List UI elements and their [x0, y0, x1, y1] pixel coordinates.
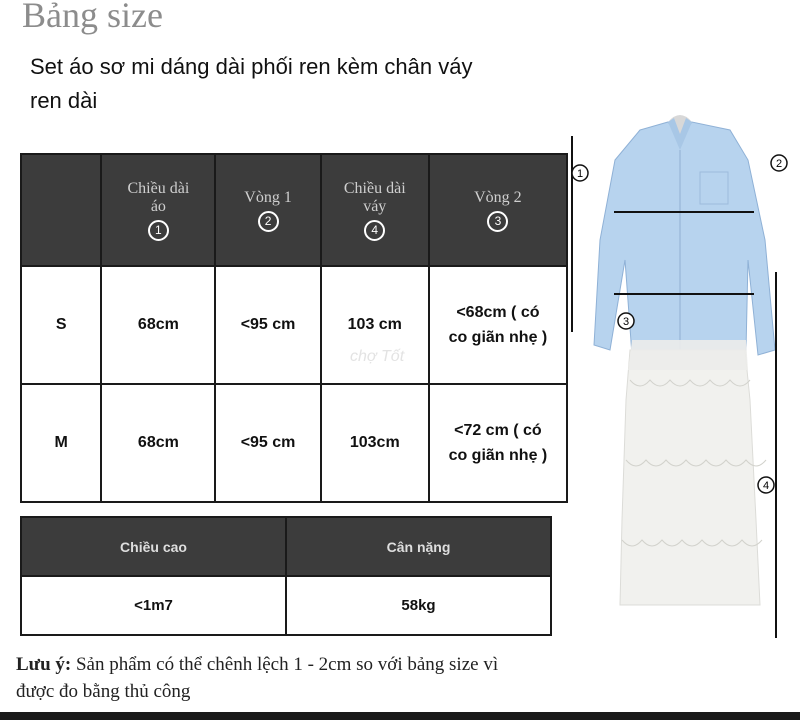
marker-2-label: 2 [775, 158, 783, 170]
size-cell: M [21, 384, 101, 502]
fit-table-header [21, 517, 551, 576]
page-heading: Bảng size [22, 0, 163, 35]
marker-3-label: 3 [622, 316, 630, 328]
marker-3-icon: 3 [487, 211, 508, 232]
product-title: Set áo sơ mi dáng dài phối ren kèm chân váy ren dài [30, 54, 473, 113]
height-header: Chiều cao [21, 517, 286, 576]
marker-1-label: 1 [576, 168, 584, 180]
marker-2-icon: 2 [258, 211, 279, 232]
watermark: chợ Tốt [350, 348, 405, 365]
fit-table [20, 516, 552, 636]
bottom-bar [0, 712, 800, 720]
note-label: Lưu ý: [16, 654, 72, 675]
bust-cell: <95 cm [215, 384, 320, 502]
marker-1-icon: 1 [148, 220, 169, 241]
table-row [21, 384, 567, 502]
top-length-cell: 68cm [101, 266, 215, 384]
header-label: Vòng 1 [244, 188, 292, 206]
header-cell-waist [429, 154, 567, 266]
skirt-length-cell: 103cm [321, 384, 429, 502]
marker-4-label: 4 [762, 480, 770, 492]
size-cell: S [21, 266, 101, 384]
size-table [20, 153, 568, 503]
note [16, 651, 536, 705]
product-photo [570, 100, 800, 640]
table-row [21, 576, 551, 635]
waist-cell [429, 266, 567, 384]
marker-2-icon [771, 155, 787, 171]
marker-4-icon [758, 477, 774, 493]
lace-skirt-shape [620, 350, 760, 605]
height-value: <1m7 [21, 576, 286, 635]
size-table-header [21, 154, 567, 266]
table-row [21, 266, 567, 384]
header-label: Chiều dài áo [127, 179, 190, 215]
waist-value: <68cm ( có co giãn nhẹ ) [448, 304, 548, 346]
header-cell-skirt-length [321, 154, 429, 266]
weight-value: 58kg [286, 576, 551, 635]
header-label: Chiều dài váy [343, 179, 406, 215]
header-cell-empty [21, 154, 101, 266]
header-cell-bust [215, 154, 320, 266]
marker-4-icon: 4 [364, 220, 385, 241]
skirt-length-cell: 103 cm [321, 266, 429, 384]
top-length-cell: 68cm [101, 384, 215, 502]
header-label: Vòng 2 [474, 188, 522, 206]
marker-1-icon [572, 165, 588, 181]
bust-cell: <95 cm [215, 266, 320, 384]
header-cell-top-length [101, 154, 215, 266]
weight-header: Cân nặng [286, 517, 551, 576]
marker-3-icon [618, 313, 634, 329]
waist-cell [429, 384, 567, 502]
waist-value: <72 cm ( có co giãn nhẹ ) [448, 422, 548, 464]
note-text: Sản phẩm có thể chênh lệch 1 - 2cm so với bảng size vì được đo bằng thủ công [16, 654, 499, 702]
